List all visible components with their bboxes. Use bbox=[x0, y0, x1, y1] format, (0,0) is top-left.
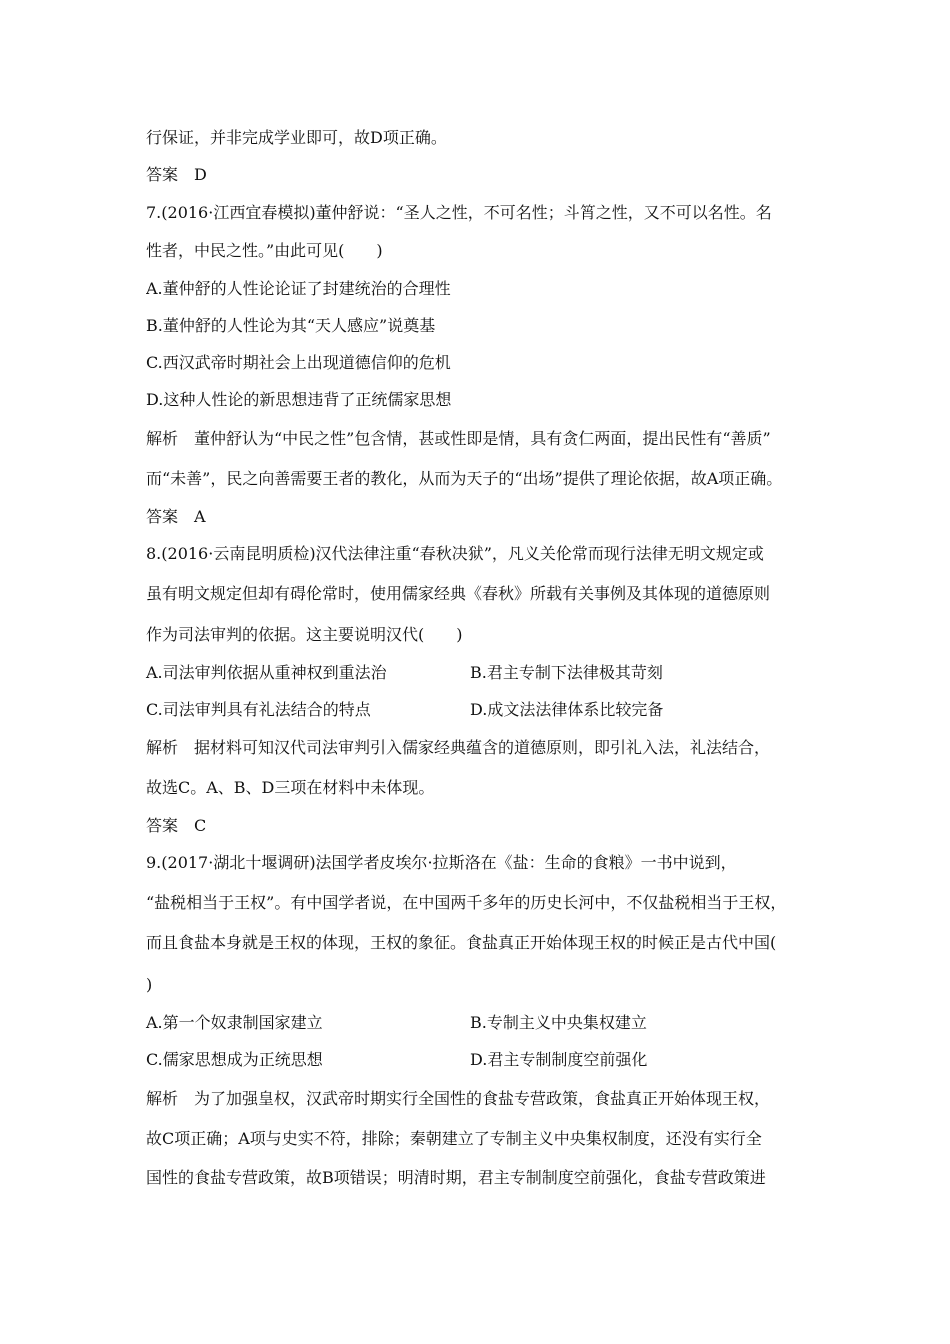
question-8-option-a: A.司法审判依据从重神权到重法治 bbox=[146, 663, 387, 682]
question-9-option-b: B.专制主义中央集权建立 bbox=[470, 1013, 647, 1032]
question-9-stem-continued: ) bbox=[146, 975, 153, 994]
question-7-option-d: D.这种人性论的新思想违背了正统儒家思想 bbox=[146, 390, 452, 409]
question-8-analysis-continued: 故选C。A、B、D三项在材料中未体现。 bbox=[146, 778, 435, 797]
question-7-option-c: C.西汉武帝时期社会上出现道德信仰的危机 bbox=[146, 353, 451, 372]
question-9-stem-continued: “盐税相当于王权”。有中国学者说，在中国两千多年的历史长河中，不仅盐税相当于王权， bbox=[146, 893, 787, 912]
question-7-stem-continued: 性者，中民之性。”由此可见( ) bbox=[146, 241, 383, 260]
question-9-analysis-continued: 故C项正确；A项与史实不符，排除；秦朝建立了专制主义中央集权制度，还没有实行全 bbox=[146, 1129, 762, 1148]
question-9-option-c: C.儒家思想成为正统思想 bbox=[146, 1050, 323, 1069]
question-7-option-a: A.董仲舒的人性论论证了封建统治的合理性 bbox=[146, 279, 451, 298]
question-9-analysis-continued: 国性的食盐专营政策，故B项错误；明清时期，君主专制制度空前强化，食盐专营政策进 bbox=[146, 1168, 766, 1187]
question-8-option-b: B.君主专制下法律极其苛刻 bbox=[470, 663, 663, 682]
question-7-stem: 7.(2016·江西宜春模拟)董仲舒说：“圣人之性，不可名性；斗筲之性，又不可以名性。名 bbox=[146, 203, 772, 222]
question-8-stem-continued: 虽有明文规定但却有碍伦常时，使用儒家经典《春秋》所载有关事例及其体现的道德原则 bbox=[146, 584, 771, 603]
question-9-stem-continued: 而且食盐本身就是王权的体现，王权的象征。食盐真正开始体现王权的时候正是古代中国( bbox=[146, 933, 777, 952]
question-9-analysis: 解析 为了加强皇权，汉武帝时期实行全国性的食盐专营政策，食盐真正开始体现王权， bbox=[146, 1089, 771, 1108]
question-8-option-d: D.成文法法律体系比较完备 bbox=[470, 700, 664, 719]
question-8-stem-continued: 作为司法审判的依据。这主要说明汉代( ) bbox=[146, 625, 463, 644]
intro-text-line: 行保证，并非完成学业即可，故D项正确。 bbox=[146, 128, 447, 147]
question-8-answer: 答案 C bbox=[146, 816, 207, 835]
question-7-option-b: B.董仲舒的人性论为其“天人感应”说奠基 bbox=[146, 316, 436, 335]
question-9-stem: 9.(2017·湖北十堰调研)法国学者皮埃尔·拉斯洛在《盐：生命的食粮》一书中说到， bbox=[146, 853, 737, 872]
question-9-option-a: A.第一个奴隶制国家建立 bbox=[146, 1013, 323, 1032]
question-9-option-d: D.君主专制制度空前强化 bbox=[470, 1050, 648, 1069]
question-8-analysis: 解析 据材料可知汉代司法审判引入儒家经典蕴含的道德原则，即引礼入法，礼法结合， bbox=[146, 738, 771, 757]
question-7-answer: 答案 A bbox=[146, 507, 206, 526]
question-8-option-c: C.司法审判具有礼法结合的特点 bbox=[146, 700, 371, 719]
answer-line: 答案 D bbox=[146, 165, 207, 184]
question-7-analysis-continued: 而“未善”，民之向善需要王者的教化，从而为天子的“出场”提供了理论依据，故A项正确。 bbox=[146, 469, 783, 488]
question-8-stem: 8.(2016·云南昆明质检)汉代法律注重“春秋决狱”，凡义关伦常而现行法律无明文规定或 bbox=[146, 544, 764, 563]
question-7-analysis: 解析 董仲舒认为“中民之性”包含情，甚或性即是情，具有贪仁两面，提出民性有“善质” bbox=[146, 429, 771, 448]
